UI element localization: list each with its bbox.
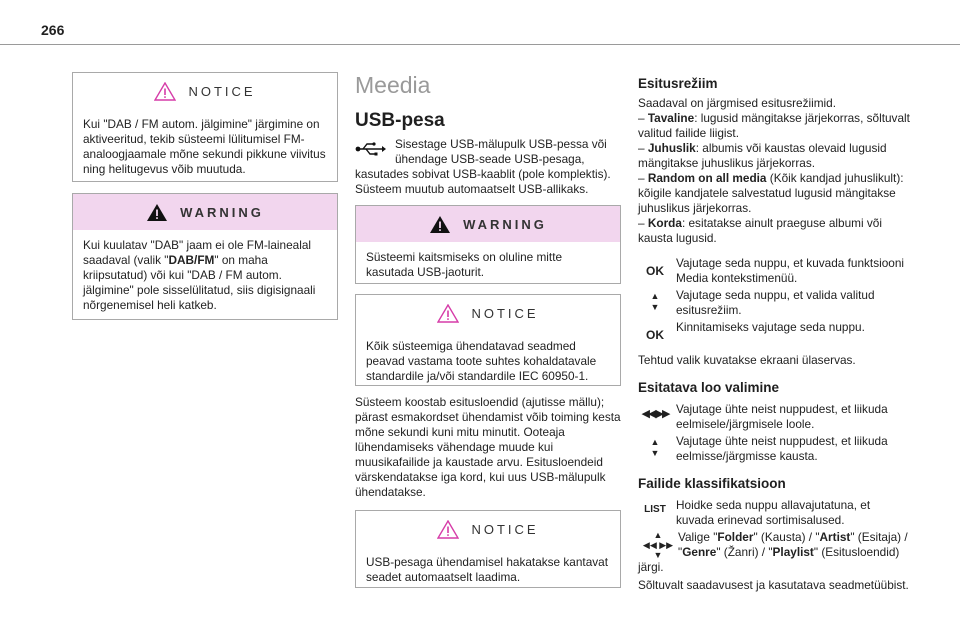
step-text: Vajutage ühte neist nuppudest, et liikuda eelmisse/järgmisse kausta. [676,434,888,463]
playmode-list [638,96,910,246]
notice-box-charging [355,510,621,588]
mode-term: Tavaline [647,111,695,125]
nav-arrows-icon: ▲ ◀◀ ▶▶ ▼ [642,530,674,560]
step-text: Vajutage ühte neist nuppudest, et liikuda eelmisele/järgmisele loole. [676,402,888,431]
warning-body: Süsteemi kaitsmiseks on oluline mitte kasutada USB-jaoturit. [366,250,563,279]
classification-text-part: Valige " [678,530,718,544]
mode-desc: : lugusid mängitakse järjekorras, sõltuvalt valitud failide liigist. [638,111,910,140]
header-divider [0,44,960,45]
notice-header [356,511,620,547]
page-number: 266 [41,22,65,38]
playmode-item [638,216,910,246]
playlist-paragraph: Süsteem koostab esitusloendid (ajutisse mällu); pärast esmakordset ühendamist võib toiming kesta mõne sekundi kuni mitu minutit. Ooteaja lühendamiseks vähendage muude kui muusikafailide ja kaustade arvu. Esitusloendeid värskendatakse iga kord, kui uus USB-mälupulk ühendatakse. [355,395,621,499]
heading-classification: Failide klassifikatsioon [638,476,786,491]
subsection-title-usb: USB-pesa [355,110,445,131]
warning-triangle-icon [146,203,168,222]
notice-box-standard [355,294,621,386]
sort-option: Genre [682,545,717,559]
notice-body: Kui "DAB / FM autom. jälgimine" järgimine on aktiveeritud, tekib süsteemi lülitumisel FM-analoogjaamale mõne sekundi pikkune viivitus ning helitugevus võib muutuda. [83,117,326,176]
notice-triangle-icon [437,304,459,323]
section-title-meedia: Meedia [355,72,431,98]
playmode-outro: Tehtud valik kuvatakse ekraani ülaservas. [638,353,856,367]
step-text: Vajutage seda nuppu, et valida valitud esitusrežiim. [676,288,875,317]
dash: – [638,216,648,230]
ok-button-icon: OK [646,264,664,278]
classification-text-part: " (Žanri) / " [716,545,773,559]
warning-body-bold: DAB/FM [168,253,215,267]
warning-body-text: Kui kuulatav "DAB" jaam ei ole FM-lainealal saadaval (valik " [83,238,312,267]
notice-header [73,73,337,109]
warning-triangle-icon [429,215,451,234]
prev-next-icon: ◀◀ ▶▶ [641,408,669,420]
dash: – [638,111,648,125]
usb-icon [355,141,387,157]
playmode-item [638,111,910,141]
warning-body-text-end: " on maha kriipsutatud) või kui "DAB / FM autom. jälgimine" pole sisselülitatud, siis digisignaali nõrgenemisel heli katkeb. [83,253,316,312]
sort-option: Folder [717,530,754,544]
step-text: Vajutage seda nuppu, et kuvada funktsiooni Media kontekstimenüü. [676,256,905,285]
warning-title: WARNING [180,204,264,220]
dash: – [638,171,648,185]
up-down-arrows-icon: ▲ ▼ [650,291,660,312]
notice-body: Kõik süsteemiga ühendatavad seadmed peavad vastama toote suhtes kohaldatavale standardile ja/või standardile IEC 60950-1. [366,339,597,383]
classification-select [638,530,910,575]
step-ok-menu [634,256,910,286]
mode-desc: (Kõik kandjad juhuslikult): kõigile kandjatele salvestatud lugusid mängitakse juhuslikus järjekorras. [638,171,904,215]
notice-title: NOTICE [471,521,539,537]
playmode-item [638,171,910,216]
notice-title: NOTICE [471,305,539,321]
list-button-icon: LIST [644,504,666,515]
step-prev-next-track [634,402,910,432]
heading-playmode: Esitusrežiim [638,76,718,91]
warning-box-dab [72,193,338,320]
usb-text: Sisestage USB-mälupulk USB-pessa või ühendage USB-seade USB-pesaga, kasutades sobivat USB-kaablit (pole komplektis). Süsteem muutub automaatselt USB-allikaks. [355,137,611,196]
usb-paragraph [355,137,623,197]
classification-outro: Sõltuvalt saadavusest ja kasutatava seadmetüübist. [638,578,909,592]
notice-box-dab [72,72,338,182]
warning-header [73,194,337,230]
notice-triangle-icon [154,82,176,101]
mode-desc: : esitatakse ainult praeguse albumi või kausta lugusid. [638,216,882,245]
notice-triangle-icon [437,520,459,539]
mode-desc: : albumis või kaustas olevaid lugusid mängitakse juhuslikus järjekorras. [638,141,887,170]
classification-text-part: " (Esitaja) / " [678,530,908,559]
step-prev-next-folder [634,434,910,464]
mode-term: Random on all media [647,171,767,185]
dash: – [638,141,648,155]
step-text: Kinnitamiseks vajutage seda nuppu. [676,320,865,334]
ok-button-icon: OK [646,328,664,342]
warning-title: WARNING [463,216,547,232]
warning-box-usb-hub [355,205,621,284]
sort-option: Artist [819,530,851,544]
classification-text-part: " (Esitusloendid) järgi. [638,545,900,574]
playmode-intro: Saadaval on järgmised esitusrežiimid. [638,96,837,110]
step-text: Hoidke seda nuppu allavajutatuna, et kuvada erinevad sortimisalused. [676,498,871,527]
mode-term: Juhuslik [647,141,696,155]
notice-body: USB-pesaga ühendamisel hakatakse kantavat seadet automaatselt laadima. [366,555,608,584]
playmode-item [638,141,910,171]
sort-option: Playlist [772,545,814,559]
classification-text-part: " (Kausta) / " [753,530,820,544]
warning-body [73,230,337,322]
notice-header [356,295,620,331]
step-list-hold [634,498,910,528]
up-down-arrows-icon: ▲ ▼ [650,437,660,458]
warning-header [356,206,620,242]
step-select-mode [634,288,910,318]
classification-text [638,530,908,574]
notice-title: NOTICE [188,83,256,99]
step-confirm [634,320,910,342]
mode-term: Korda [647,216,682,230]
heading-track-select: Esitatava loo valimine [638,380,780,395]
